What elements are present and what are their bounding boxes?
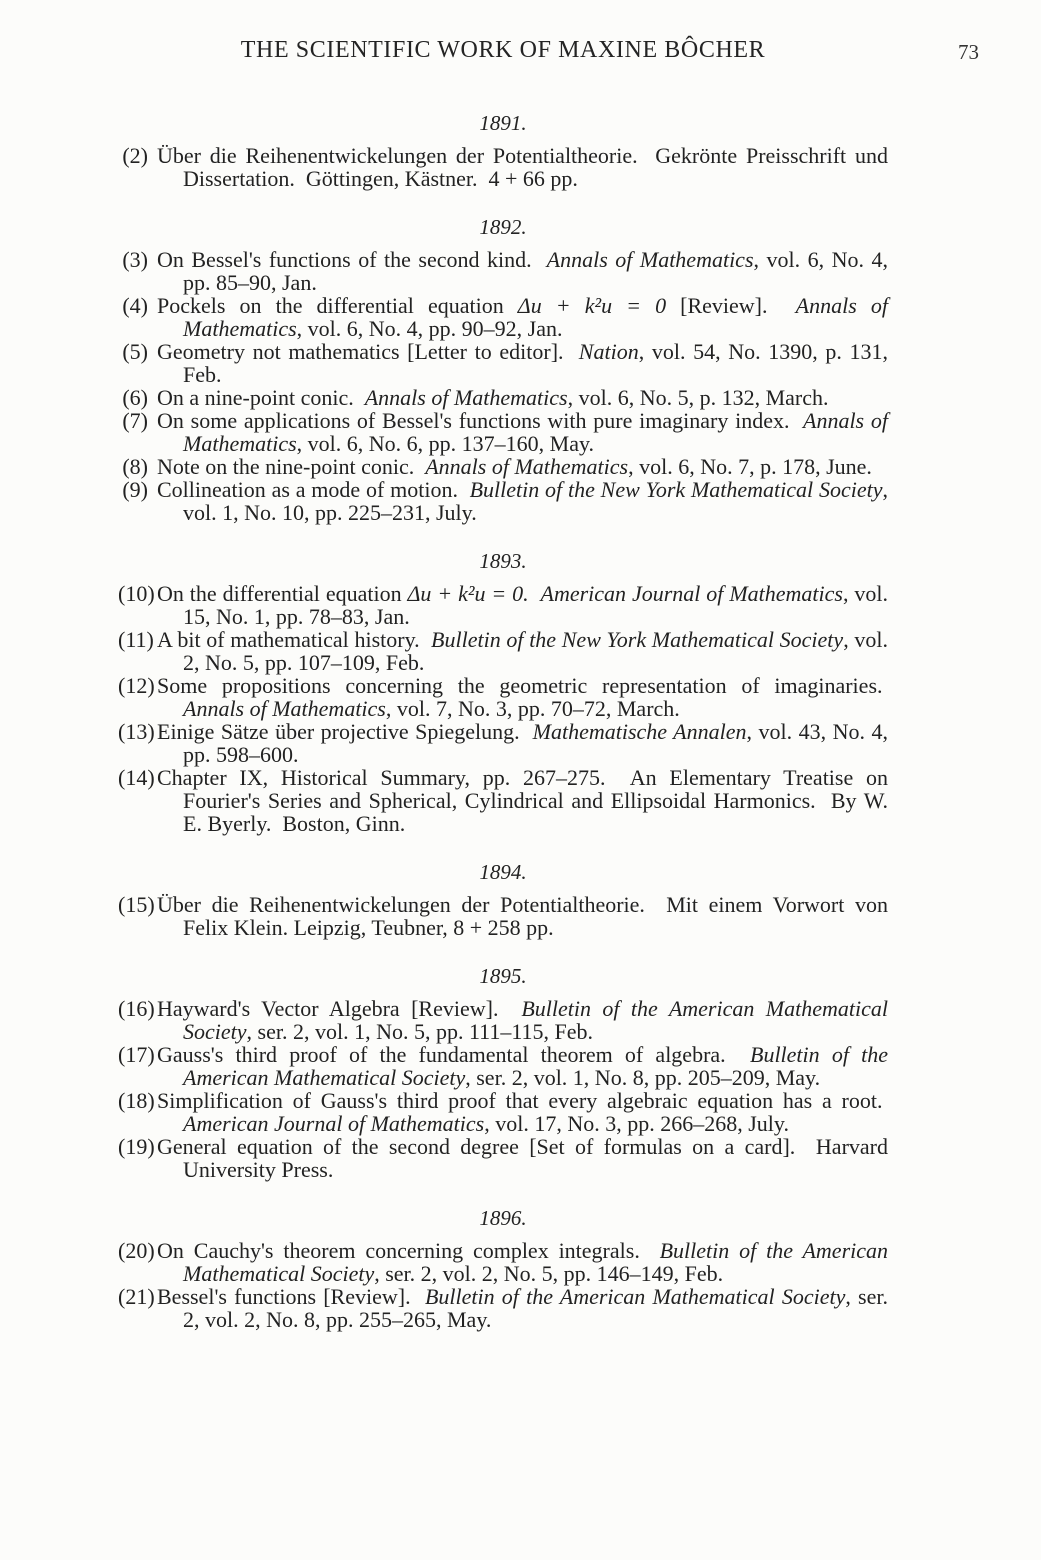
entry-text-segment: Chapter IX, Historical Summary, pp. 267–275. An Elementary Treatise on Fourier's Series and Spherical, Cylindrical and Ellipsoidal Harmonics. By W. E. Byerly. Boston, Ginn. [157,765,888,836]
entry-text-segment: On the differential equation [157,581,408,606]
entry-number: (19) [118,1134,155,1159]
entry-number: (17) [118,1042,155,1067]
entry-number: (3) [122,247,148,272]
entry-number: (12) [118,673,155,698]
entry-text-segment: Note on the nine-point conic. [157,454,426,479]
entry-text-segment: , ser. 2, vol. 2, No. 8, pp. 255–265, May. [183,1284,888,1332]
entry-text-segment: Bulletin of the New York Mathematical Society [431,627,844,652]
year-section [118,112,888,190]
entry-text-segment: Über die Reihenentwickelungen der Potentialtheorie. Gekrönte Preisschrift und Dissertation. Göttingen, Kästner. 4 + 66 pp. [157,143,888,191]
entry-text-segment: , vol. 15, No. 1, pp. 78–83, Jan. [183,581,889,629]
bibliography-entry [118,144,888,190]
entry-number: (4) [122,293,148,318]
entry-text-segment: Bulletin of the New York Mathematical Society [469,477,883,502]
year-section [118,965,888,1181]
bibliography-entry [118,340,888,386]
year-heading: 1893. [479,549,527,573]
entry-text-segment: Δu + k²u = 0. [407,581,529,606]
entry-text-segment: Gauss's third proof of the fundamental theorem of algebra. [157,1042,750,1067]
entry-text-segment: , vol. 1, No. 10, pp. 225–231, July. [183,477,888,525]
entry-text-segment: , ser. 2, vol. 1, No. 8, pp. 205–209, May. [465,1065,821,1090]
entry-text-segment: Annals of Mathematics [183,408,888,456]
page-number: 73 [958,40,979,64]
year-heading: 1892. [479,215,527,239]
entry-text-segment: Nation [578,339,639,364]
bibliography-entry [118,1043,888,1089]
entry-text-segment: , vol. 6, No. 7, p. 178, June. [628,454,872,479]
entry-text-segment: Bulletin of the American Mathematical Society [183,996,888,1044]
entry-text-segment: American Journal of Mathematics [540,581,843,606]
entry-text-segment: Bessel's functions [Review]. [157,1284,425,1309]
entry-text-segment: Annals of Mathematics [183,293,888,341]
entry-text-segment: Δu + k²u = 0 [517,293,667,318]
year-heading: 1895. [479,964,527,988]
entry-number: (18) [118,1088,155,1113]
entry-text-segment: , vol. 6, No. 5, p. 132, March. [567,385,829,410]
bibliography-entry [118,455,888,478]
entry-text-segment: Collineation as a mode of motion. [157,477,470,502]
entry-number: (10) [118,581,155,606]
year-section [118,861,888,939]
bibliography-entry [118,1089,888,1135]
year-heading: 1896. [479,1206,527,1230]
entry-text-segment: Bulletin of the American Mathematical Society [183,1042,888,1090]
year-heading: 1891. [479,111,527,135]
bibliography-entry [118,720,888,766]
entry-number: (13) [118,719,155,744]
entry-text-segment: General equation of the second degree [Set of formulas on a card]. Harvard University Press. [157,1134,888,1182]
entry-text-segment: Annals of Mathematics [183,696,386,721]
entry-text-segment: On a nine-point conic. [157,385,365,410]
entry-number: (8) [122,454,148,479]
entry-text-segment: Mathematische Annalen [532,719,747,744]
entry-number: (2) [122,143,148,168]
bibliography-entry [118,1285,888,1331]
bibliography-entry [118,478,888,524]
bibliography-entry [118,294,888,340]
entry-text-segment: Simplification of Gauss's third proof that every algebraic equation has a root. [157,1088,888,1113]
bibliography-entry [118,997,888,1043]
entry-text-segment: , vol. 7, No. 3, pp. 70–72, March. [385,696,680,721]
entry-number: (14) [118,765,155,790]
entry-text-segment: Annals of Mathematics [546,247,754,272]
entry-text-segment: [Review]. [666,293,796,318]
entry-number: (6) [122,385,148,410]
year-heading: 1894. [479,860,527,884]
entry-text-segment: , vol. 6, No. 4, pp. 90–92, Jan. [296,316,563,341]
year-section [118,1207,888,1331]
entry-text-segment: Pockels on the differential equation [157,293,518,318]
entry-text-segment: Einige Sätze über projective Spiegelung. [157,719,533,744]
bibliography-entry [118,1239,888,1285]
entry-text-segment: , vol. 6, No. 6, pp. 137–160, May. [296,431,595,456]
entry-text-segment: On Bessel's functions of the second kind. [157,247,547,272]
entry-text-segment: Über die Reihenentwickelungen der Potentialtheorie. Mit einem Vorwort von Felix Klein. Leipzig, Teubner, 8 + 258 pp. [157,892,888,940]
bibliography-entry [118,1135,888,1181]
entry-text-segment: American Journal of Mathematics [183,1111,485,1136]
entry-text-segment: A bit of mathematical history. [157,627,432,652]
year-section [118,550,888,835]
entry-number: (15) [118,892,155,917]
entry-number: (9) [122,477,148,502]
entry-number: (20) [118,1238,155,1263]
entry-text-segment: On Cauchy's theorem concerning complex integrals. [157,1238,660,1263]
entry-number: (11) [118,627,154,652]
entry-text-segment: , vol. 2, No. 5, pp. 107–109, Feb. [183,627,888,675]
entry-text-segment: Annals of Mathematics [364,385,568,410]
bibliography-entry [118,409,888,455]
entry-text-segment [529,581,541,606]
bibliography-entry [118,674,888,720]
bibliography-entry [118,628,888,674]
bibliography-entry [118,386,888,409]
entry-text-segment: , vol. 17, No. 3, pp. 266–268, July. [484,1111,789,1136]
bibliography-entry [118,582,888,628]
year-section [118,216,888,524]
bibliography-entry [118,766,888,835]
bibliography-entry [118,893,888,939]
entry-text-segment: Bulletin of the American Mathematical Society [424,1284,846,1309]
entry-text-segment: Bulletin of the American Mathematical Society [183,1238,889,1286]
entry-text-segment: , ser. 2, vol. 1, No. 5, pp. 111–115, Feb. [246,1019,594,1044]
entry-text-segment: Geometry not mathematics [Letter to editor]. [157,339,579,364]
entry-text-segment: , vol. 43, No. 4, pp. 598–600. [183,719,889,767]
entry-text-segment: On some applications of Bessel's functions with pure imaginary index. [157,408,803,433]
entry-text-segment: , vol. 54, No. 1390, p. 131, Feb. [183,339,888,387]
bibliography [118,0,888,1331]
entry-number: (21) [118,1284,155,1309]
entry-text-segment: Hayward's Vector Algebra [Review]. [157,996,522,1021]
entry-number: (5) [122,339,148,364]
entry-number: (16) [118,996,155,1021]
entry-number: (7) [122,408,148,433]
running-title: THE SCIENTIFIC WORK OF MAXINE BÔCHER [240,37,766,63]
entry-text-segment: Annals of Mathematics [425,454,629,479]
entry-text-segment: , vol. 6, No. 4, pp. 85–90, Jan. [183,247,889,295]
entry-text-segment: Some propositions concerning the geometric representation of imaginaries. [157,673,888,698]
entry-text-segment: , ser. 2, vol. 2, No. 5, pp. 146–149, Feb. [374,1261,724,1286]
bibliography-entry [118,248,888,294]
